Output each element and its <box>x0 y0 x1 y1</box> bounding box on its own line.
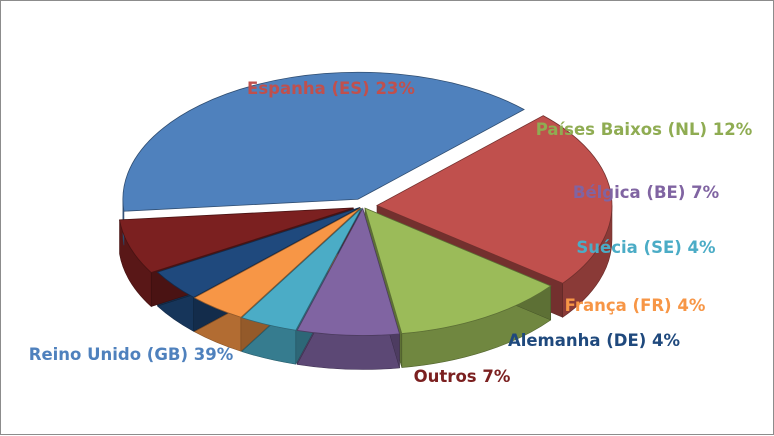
slice-label: Bélgica (BE) 7% <box>572 183 720 202</box>
slice-label: França (FR) 4% <box>564 296 706 315</box>
slice-label: Outros 7% <box>413 367 511 386</box>
slice-label: Espanha (ES) 23% <box>247 79 415 98</box>
slice-label: Alemanha (DE) 4% <box>507 331 681 350</box>
slice-label: Reino Unido (GB) 39% <box>28 345 234 364</box>
slice-label: Países Baixos (NL) 12% <box>535 120 753 139</box>
slice-label: Suécia (SE) 4% <box>576 238 716 257</box>
pie-chart <box>1 1 774 436</box>
